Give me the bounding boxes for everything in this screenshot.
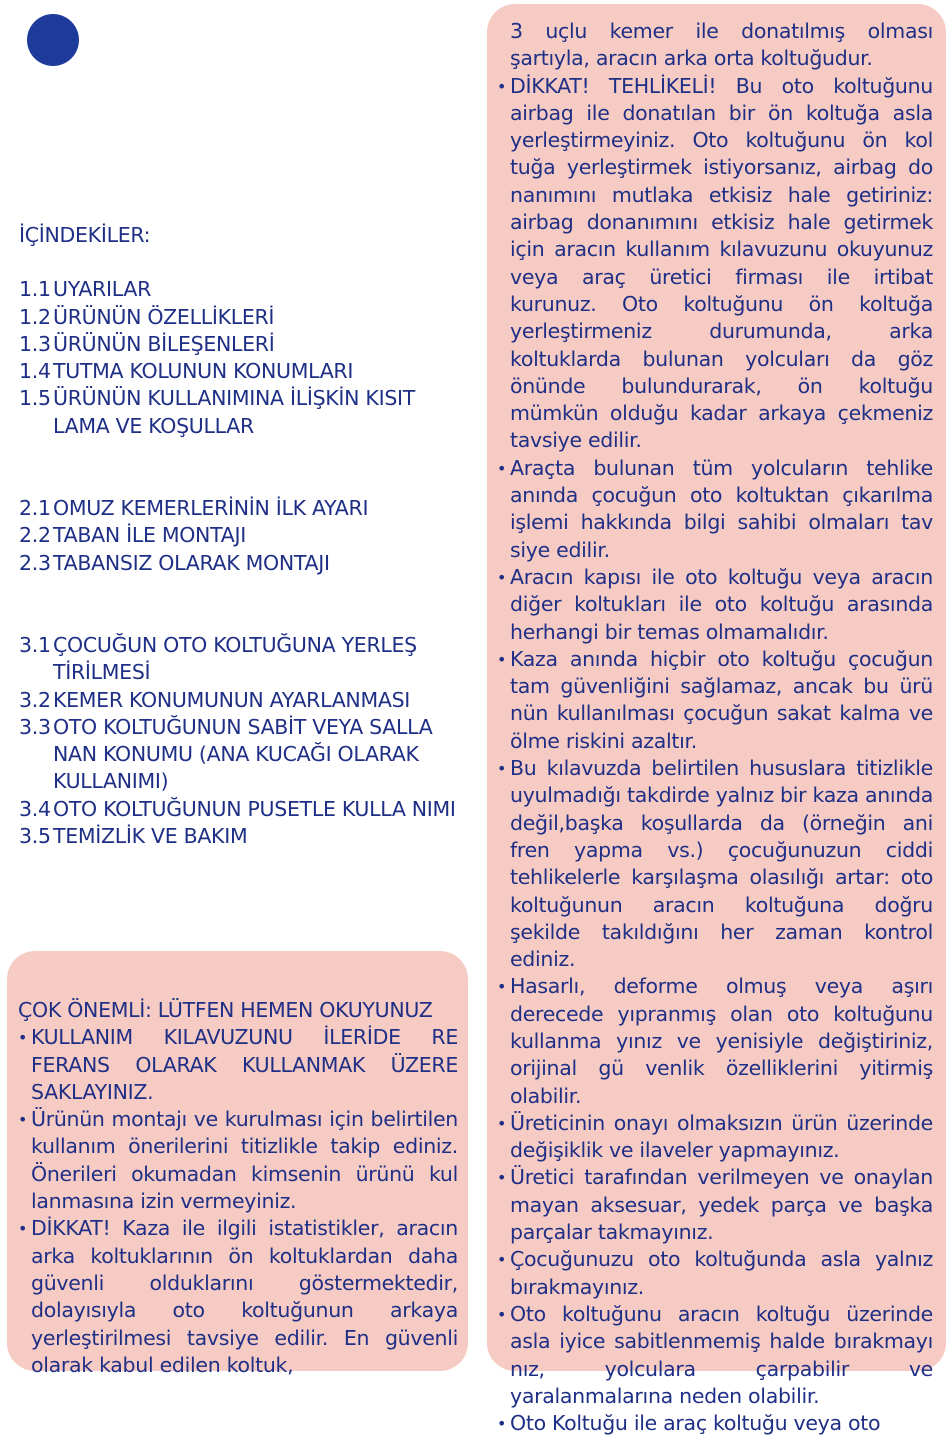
table-of-contents bbox=[19, 222, 459, 905]
warning-bullet bbox=[497, 1246, 933, 1301]
toc-number: 2.3 bbox=[19, 550, 51, 575]
bullet-marker: • bbox=[497, 1250, 507, 1270]
toc-number: 3.3 bbox=[19, 714, 51, 739]
toc-label: OTO KOLTUĞUNUN SABİT VEYA SALLA NAN KONUMU (ANA KUCAĞI OLARAK KULLANIMI) bbox=[53, 714, 433, 794]
warning-bullet-text: Kaza anında hiçbir oto koltuğu çocuğun tam güvenliğini sağlamaz, ancak bu ürü nün kullanılması çocuğun sakat kalma ve ölme riskini azaltır. bbox=[510, 646, 933, 753]
toc-item bbox=[19, 687, 459, 714]
toc-label: KEMER KONUMUNUN AYARLANMASI bbox=[53, 687, 411, 712]
warning-bullet-text: Ürünün montajı ve kurulması için belirtilen kullanım önerilerini titizlikle takip ediniz. Önerileri okumadan kimsenin ürünü kul lanmasına izin vermeyiniz. bbox=[31, 1107, 458, 1214]
toc-item bbox=[19, 304, 459, 331]
warning-bullet bbox=[18, 1024, 458, 1106]
bullet-marker: • bbox=[18, 1028, 28, 1048]
warning-bullet bbox=[497, 1301, 933, 1410]
toc-label: OMUZ KEMERLERİNİN İLK AYARI bbox=[53, 496, 369, 521]
bullet-marker: • bbox=[497, 567, 507, 587]
bullet-marker: • bbox=[18, 1110, 28, 1130]
bullet-marker: • bbox=[497, 1168, 507, 1188]
bullet-marker: • bbox=[497, 1304, 507, 1324]
warning-bullet-text: DİKKAT! TEHLİKELİ! Bu oto koltuğunu airbag ile donatılan bir ön koltuğa asla yerleştirmeyiniz. Oto koltuğunu ön kol tuğa yerleştirmek istiyorsanız, airbag do nanımını mutlaka etkisiz hale getiriniz: airbag donanımını etkisiz hale getirmek için aracın kullanım kılavuzunu okuyunuz veya araç üretici firması ile irtibat kurunuz. Oto koltuğunu ön koltuğa yerleştirmeniz durumunda, arka koltuklarda bulunan yolcuları da göz önünde bulundurarak, ön koltuğu mümkün olduğu kadar arkaya çekmeniz tavsiye edilir. bbox=[510, 73, 933, 453]
toc-item bbox=[19, 331, 459, 358]
warning-bullet-text: Aracın kapısı ile oto koltuğu veya aracın diğer koltukları ile oto koltuğu arasında herhangi bir temas olmamalıdır. bbox=[510, 564, 933, 644]
toc-item bbox=[19, 550, 459, 577]
toc-number: 1.1 bbox=[19, 277, 51, 302]
toc-number: 3.2 bbox=[19, 687, 51, 712]
toc-section-3 bbox=[19, 632, 459, 850]
bullet-marker: • bbox=[497, 1113, 507, 1133]
continued-paragraph: 3 uçlu kemer ile donatılmış olması şartıyla, aracın arka orta koltuğudur. bbox=[510, 19, 933, 71]
warning-bullet-text: Hasarlı, deforme olmuş veya aşırı derecede yıpranmış olan oto koltuğunu kullanma yınız ve yenisiyle değiştiriniz, orijinal gü venlik özelliklerini yitirmiş olabilir. bbox=[510, 974, 933, 1108]
warnings-continued-text bbox=[497, 18, 933, 1437]
toc-number: 3.5 bbox=[19, 824, 51, 849]
warning-bullet-text: Oto koltuğunu aracın koltuğu üzerinde asla iyice sabitlenmemiş halde bırakmayı nız, yolculara çarpabilir ve yaralanmalarına neden olabilir. bbox=[510, 1301, 933, 1408]
warnings-continued-box bbox=[487, 4, 946, 1436]
warning-bullet-text: KULLANIM KILAVUZUNU İLERİDE RE FERANS OLARAK KULLANMAK ÜZERE SAKLAYINIZ. bbox=[31, 1025, 458, 1104]
toc-label: TEMİZLİK VE BAKIM bbox=[53, 824, 248, 849]
important-warning-text bbox=[18, 997, 458, 1379]
warning-bullet-text: Araçta bulunan tüm yolcuların tehlike anında çocuğun oto koltuktan çıkarılma işlemi hakkında bilgi sahibi olmaları tav siye edilir. bbox=[510, 455, 933, 562]
warning-bullet-text: Bu kılavuzda belirtilen hususlara titizlikle uyulmadığı takdirde yalnız bir kaza anında değil,başka koşullarda da (örneğin ani fren yapma vs.) çocuğunuzun ciddi tehlikelerle karşılaşma olasılığı artar: oto koltuğunun aracın koltuğuna doğru şekilde takıldığını her zaman kontrol ediniz. bbox=[510, 756, 933, 972]
warning-bullet-text: DİKKAT! Kaza ile ilgili istatistikler, aracın arka koltuklarının ön koltuklardan daha güvenli olduklarını göstermektedir, dolayısıyla oto koltuğunun arkaya yerleştirilmesi tavsiye edilir. En güvenli olarak kabul edilen koltuk, bbox=[31, 1216, 458, 1377]
warning-bullet bbox=[497, 73, 933, 455]
toc-number: 1.2 bbox=[19, 304, 51, 329]
warning-bullet-text: Üretici tarafından verilmeyen ve onaylan mayan aksesuar, yedek parça ve başka parçalar takmayınız. bbox=[510, 1165, 933, 1245]
toc-item bbox=[19, 823, 459, 850]
toc-label: OTO KOLTUĞUNUN PUSETLE KULLA NIMI bbox=[53, 796, 456, 821]
warning-bullet bbox=[497, 646, 933, 755]
warning-bullet bbox=[497, 455, 933, 564]
warning-bullet bbox=[497, 1164, 933, 1246]
bullet-marker: • bbox=[18, 1219, 28, 1239]
warning-bullet bbox=[497, 564, 933, 646]
bullet-marker: • bbox=[497, 759, 507, 779]
important-warning-box bbox=[7, 951, 468, 1377]
toc-item bbox=[19, 714, 459, 796]
toc-item bbox=[19, 522, 459, 549]
toc-section-1 bbox=[19, 276, 459, 440]
toc-item bbox=[19, 632, 459, 687]
toc-label: TABAN İLE MONTAJI bbox=[53, 523, 246, 548]
warning-bullet bbox=[497, 755, 933, 973]
toc-label: ÜRÜNÜN BİLEŞENLERİ bbox=[53, 331, 275, 356]
bullet-marker: • bbox=[497, 1414, 507, 1434]
warning-bullet bbox=[18, 1215, 458, 1379]
toc-item bbox=[19, 358, 459, 385]
toc-heading: İÇİNDEKİLER: bbox=[19, 223, 151, 247]
warning-bullet-text: Çocuğunuzu oto koltuğunda asla yalnız bırakmayınız. bbox=[510, 1247, 933, 1299]
toc-label: UYARILAR bbox=[53, 277, 152, 302]
toc-item bbox=[19, 276, 459, 303]
toc-label: ÜRÜNÜN ÖZELLİKLERİ bbox=[53, 304, 275, 329]
bullet-marker: • bbox=[497, 76, 507, 96]
important-warning-title: ÇOK ÖNEMLİ: LÜTFEN HEMEN OKUYUNUZ bbox=[18, 998, 433, 1022]
toc-number: 1.5 bbox=[19, 386, 51, 411]
toc-number: 1.3 bbox=[19, 331, 51, 356]
warning-bullet bbox=[18, 1106, 458, 1215]
toc-number: 3.4 bbox=[19, 796, 51, 821]
toc-section-2 bbox=[19, 495, 459, 577]
toc-item bbox=[19, 495, 459, 522]
warning-bullet bbox=[497, 1410, 933, 1437]
page-marker-dot bbox=[27, 14, 79, 66]
toc-number: 1.4 bbox=[19, 359, 51, 384]
toc-label: ÇOCUĞUN OTO KOLTUĞUNA YERLEŞ TİRİLMESİ bbox=[53, 632, 417, 685]
toc-number: 2.1 bbox=[19, 496, 51, 521]
toc-item bbox=[19, 385, 459, 440]
warning-bullet bbox=[497, 1110, 933, 1165]
toc-item bbox=[19, 796, 459, 823]
bullet-marker: • bbox=[497, 458, 507, 478]
warning-bullet bbox=[497, 973, 933, 1109]
warning-bullet-text: Üreticinin onayı olmaksızın ürün üzerinde değişiklik ve ilaveler yapmayınız. bbox=[510, 1110, 933, 1163]
warning-bullet-text: Oto Koltuğu ile araç koltuğu veya oto bbox=[510, 1411, 881, 1436]
bullet-marker: • bbox=[497, 977, 507, 997]
toc-label: TUTMA KOLUNUN KONUMLARI bbox=[53, 359, 354, 384]
toc-number: 3.1 bbox=[19, 632, 51, 657]
toc-label: ÜRÜNÜN KULLANIMINA İLİŞKİN KISIT LAMA VE KOŞULLAR bbox=[53, 386, 416, 438]
toc-number: 2.2 bbox=[19, 523, 51, 548]
bullet-marker: • bbox=[497, 649, 507, 669]
toc-label: TABANSIZ OLARAK MONTAJI bbox=[53, 550, 330, 575]
